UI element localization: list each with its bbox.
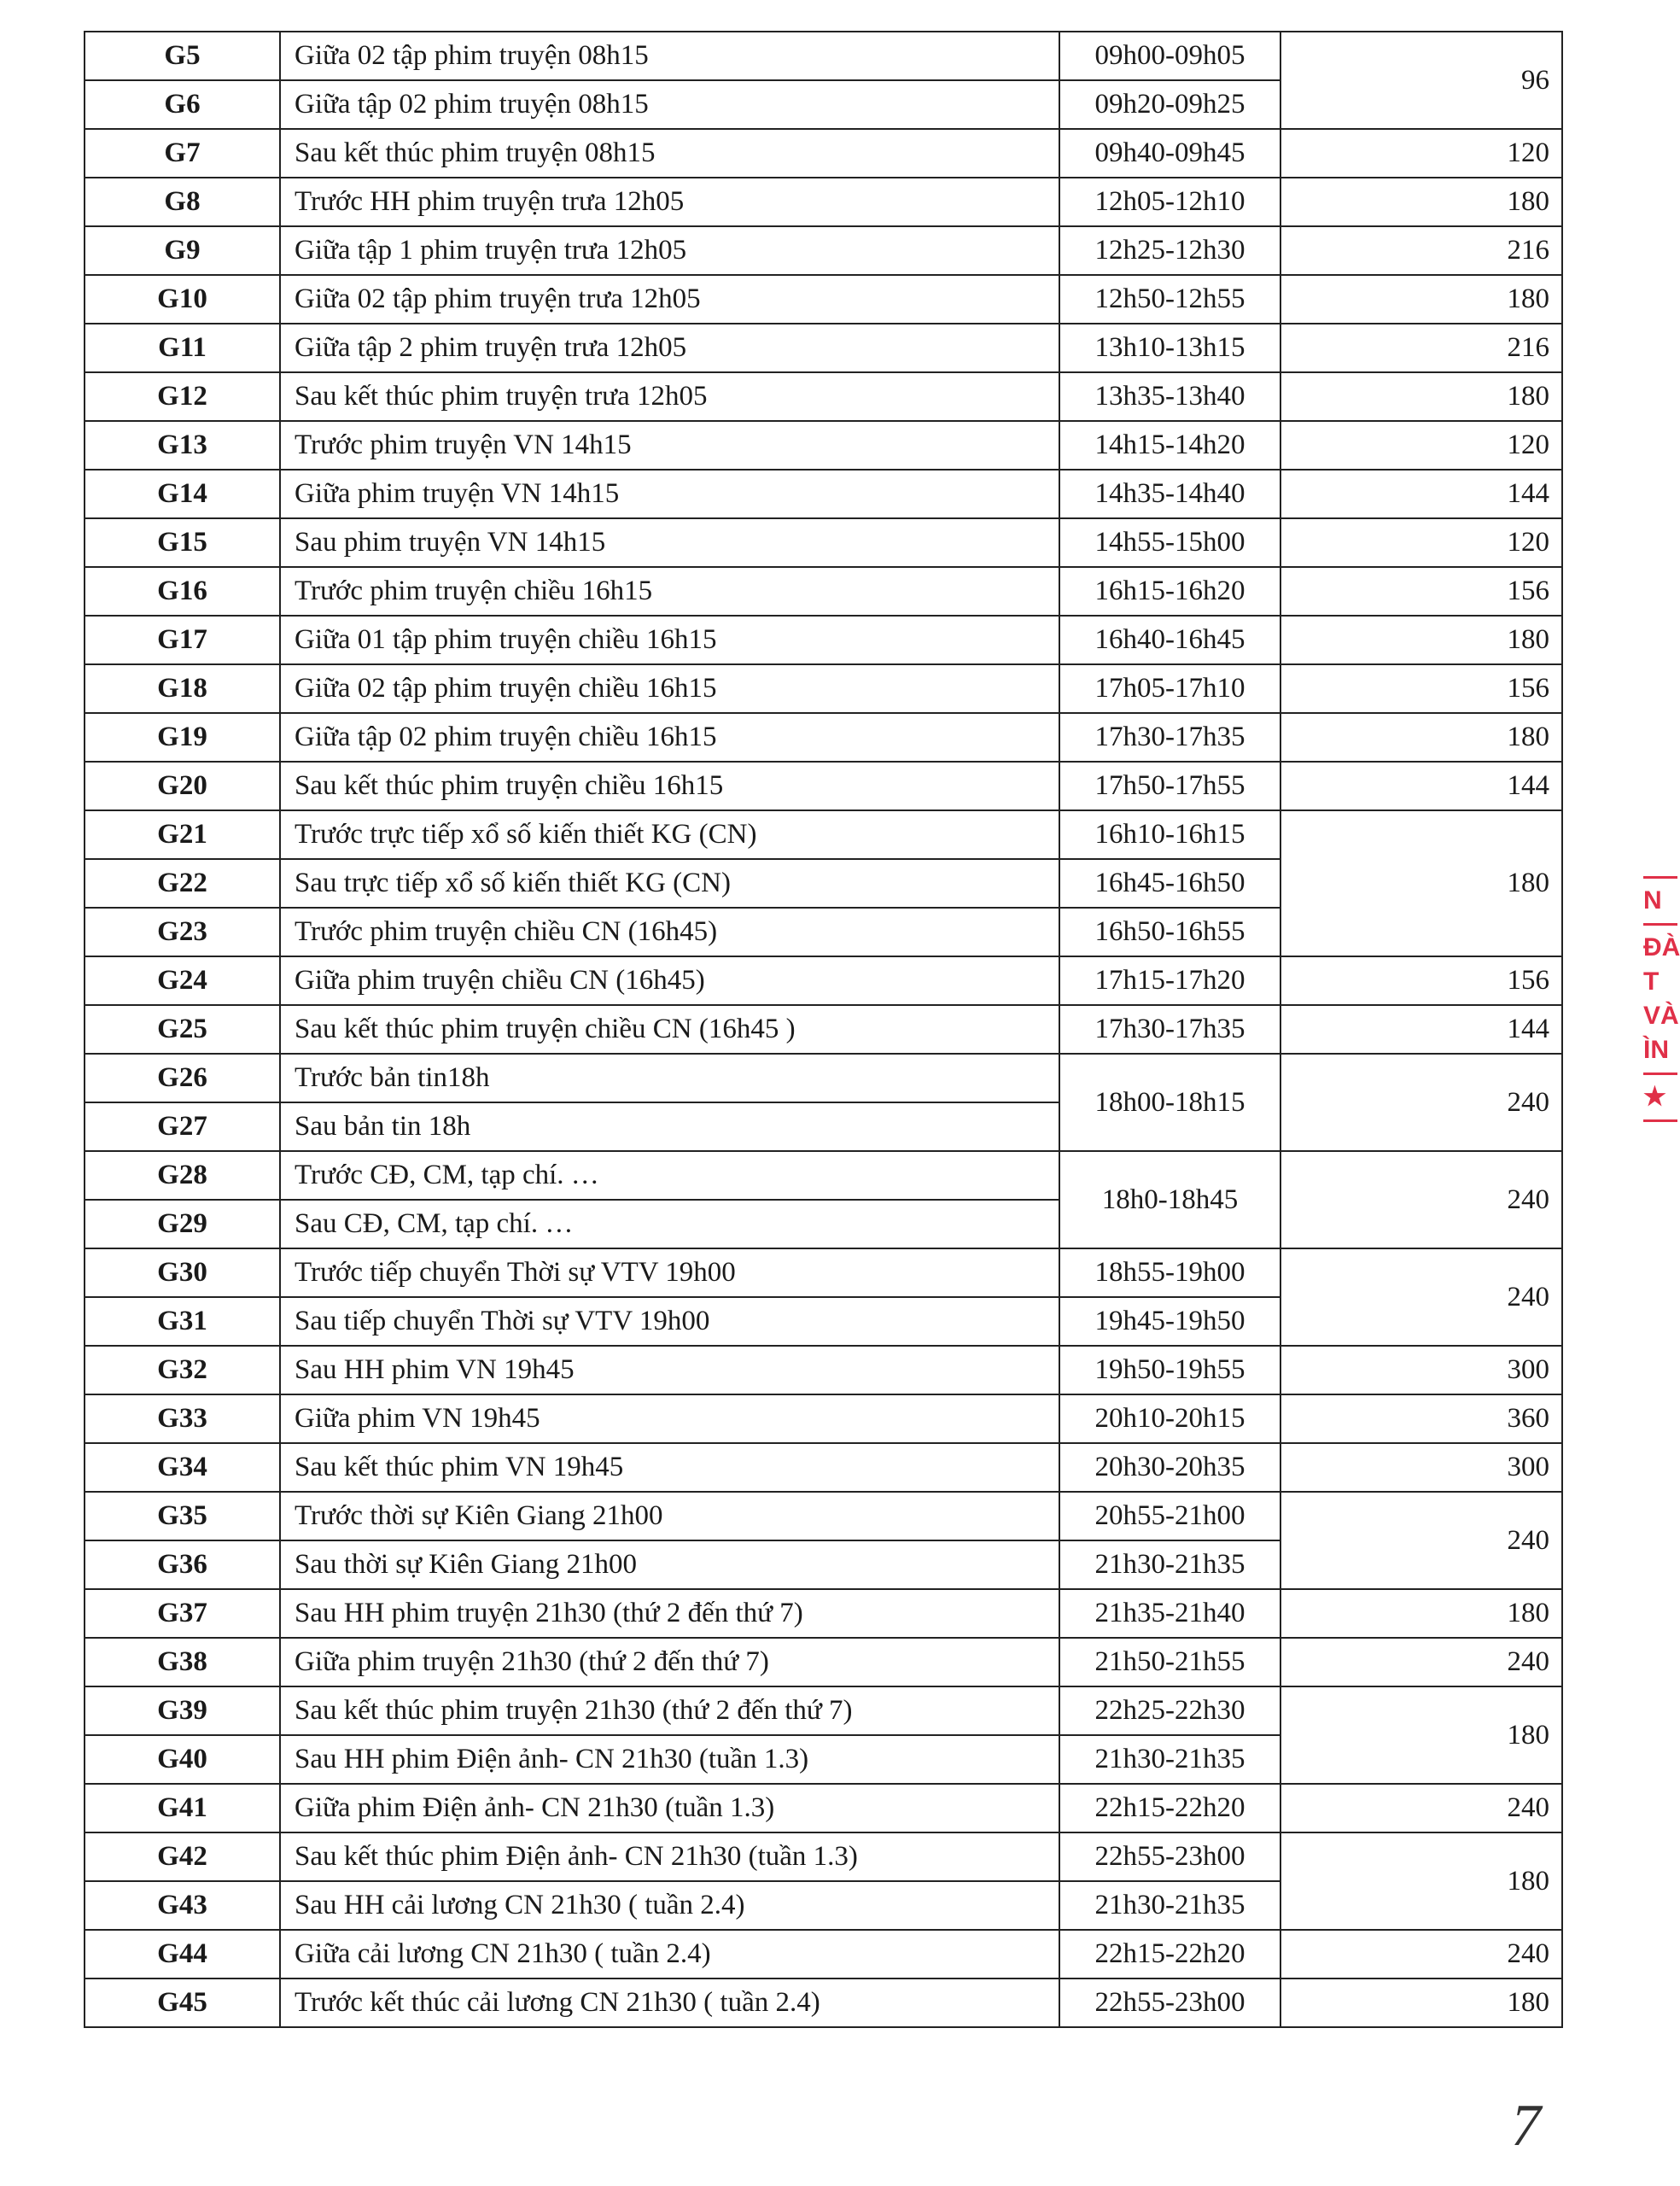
slot-description-cell: Sau trực tiếp xổ số kiến thiết KG (CN): [280, 859, 1059, 908]
price-cell: 240: [1280, 1151, 1562, 1248]
slot-description-cell: Sau kết thúc phim truyện chiều CN (16h45 ): [280, 1005, 1059, 1054]
price-cell: 120: [1280, 129, 1562, 178]
time-range-cell: 21h30-21h35: [1059, 1540, 1280, 1589]
price-cell: 180: [1280, 1686, 1562, 1784]
slot-description-cell: Sau kết thúc phim Điện ảnh- CN 21h30 (tuần 1.3): [280, 1832, 1059, 1881]
price-cell: 156: [1280, 567, 1562, 616]
price-cell: 180: [1280, 810, 1562, 956]
slot-description-cell: Sau kết thúc phim truyện chiều 16h15: [280, 762, 1059, 810]
slot-code-cell: G35: [85, 1492, 280, 1540]
time-range-cell: 17h05-17h10: [1059, 664, 1280, 713]
slot-code-cell: G30: [85, 1248, 280, 1297]
slot-code-cell: G27: [85, 1102, 280, 1151]
time-range-cell: 16h15-16h20: [1059, 567, 1280, 616]
table-row: [85, 1638, 1562, 1686]
table-row: [85, 567, 1562, 616]
slot-description-cell: Giữa 01 tập phim truyện chiều 16h15: [280, 616, 1059, 664]
slot-description-cell: Giữa phim truyện chiều CN (16h45): [280, 956, 1059, 1005]
time-range-cell: 18h00-18h15: [1059, 1054, 1280, 1151]
time-range-cell: 16h45-16h50: [1059, 859, 1280, 908]
slot-code-cell: G22: [85, 859, 280, 908]
table-row: [85, 616, 1562, 664]
price-cell: 180: [1280, 1979, 1562, 2027]
price-cell: 156: [1280, 664, 1562, 713]
slot-code-cell: G11: [85, 324, 280, 372]
time-range-cell: 09h20-09h25: [1059, 80, 1280, 129]
slot-description-cell: Sau tiếp chuyển Thời sự VTV 19h00: [280, 1297, 1059, 1346]
time-range-cell: 22h55-23h00: [1059, 1979, 1280, 2027]
slot-code-cell: G16: [85, 567, 280, 616]
slot-description-cell: Sau CĐ, CM, tạp chí. …: [280, 1200, 1059, 1248]
slot-code-cell: G45: [85, 1979, 280, 2027]
slot-description-cell: Trước CĐ, CM, tạp chí. …: [280, 1151, 1059, 1200]
slot-description-cell: Sau HH phim VN 19h45: [280, 1346, 1059, 1394]
slot-code-cell: G29: [85, 1200, 280, 1248]
time-range-cell: 22h25-22h30: [1059, 1686, 1280, 1735]
red-stamp: N ĐÀ T VÀ ÌN ★: [1643, 871, 1680, 1127]
slot-description-cell: Trước tiếp chuyển Thời sự VTV 19h00: [280, 1248, 1059, 1297]
price-cell: 144: [1280, 1005, 1562, 1054]
slot-code-cell: G36: [85, 1540, 280, 1589]
price-cell: 240: [1280, 1638, 1562, 1686]
slot-description-cell: Trước kết thúc cải lương CN 21h30 ( tuần 2.4): [280, 1979, 1059, 2027]
price-cell: 240: [1280, 1784, 1562, 1832]
table-row: [85, 518, 1562, 567]
slot-code-cell: G26: [85, 1054, 280, 1102]
slot-description-cell: Giữa phim VN 19h45: [280, 1394, 1059, 1443]
table-body: [85, 32, 1562, 2027]
slot-description-cell: Sau thời sự Kiên Giang 21h00: [280, 1540, 1059, 1589]
price-cell: 240: [1280, 1930, 1562, 1979]
price-cell: 180: [1280, 1589, 1562, 1638]
slot-code-cell: G12: [85, 372, 280, 421]
time-range-cell: 20h10-20h15: [1059, 1394, 1280, 1443]
table-row: [85, 762, 1562, 810]
table-row: [85, 810, 1562, 859]
schedule-price-table: [84, 31, 1563, 2028]
time-range-cell: 12h50-12h55: [1059, 275, 1280, 324]
slot-code-cell: G6: [85, 80, 280, 129]
table-row: [85, 1589, 1562, 1638]
price-cell: 360: [1280, 1394, 1562, 1443]
stamp-fragment: N: [1643, 886, 1662, 915]
slot-code-cell: G37: [85, 1589, 280, 1638]
slot-code-cell: G19: [85, 713, 280, 762]
slot-description-cell: Giữa tập 02 phim truyện chiều 16h15: [280, 713, 1059, 762]
slot-code-cell: G23: [85, 908, 280, 956]
slot-description-cell: Giữa phim truyện VN 14h15: [280, 470, 1059, 518]
price-cell: 120: [1280, 518, 1562, 567]
price-cell: 300: [1280, 1346, 1562, 1394]
price-cell: 180: [1280, 1832, 1562, 1930]
table-row: [85, 1054, 1562, 1102]
slot-code-cell: G38: [85, 1638, 280, 1686]
slot-code-cell: G13: [85, 421, 280, 470]
time-range-cell: 17h30-17h35: [1059, 1005, 1280, 1054]
slot-code-cell: G44: [85, 1930, 280, 1979]
table-row: [85, 1443, 1562, 1492]
slot-description-cell: Sau kết thúc phim truyện 08h15: [280, 129, 1059, 178]
time-range-cell: 20h55-21h00: [1059, 1492, 1280, 1540]
price-cell: 144: [1280, 470, 1562, 518]
slot-code-cell: G20: [85, 762, 280, 810]
slot-description-cell: Sau HH phim truyện 21h30 (thứ 2 đến thứ 7): [280, 1589, 1059, 1638]
table-row: [85, 664, 1562, 713]
time-range-cell: 13h10-13h15: [1059, 324, 1280, 372]
slot-code-cell: G34: [85, 1443, 280, 1492]
slot-code-cell: G42: [85, 1832, 280, 1881]
slot-description-cell: Giữa tập 02 phim truyện 08h15: [280, 80, 1059, 129]
table-row: [85, 1784, 1562, 1832]
slot-description-cell: Sau HH cải lương CN 21h30 ( tuần 2.4): [280, 1881, 1059, 1930]
price-cell: 216: [1280, 324, 1562, 372]
table-row: [85, 1686, 1562, 1735]
slot-code-cell: G9: [85, 226, 280, 275]
price-cell: 300: [1280, 1443, 1562, 1492]
price-cell: 216: [1280, 226, 1562, 275]
table-row: [85, 956, 1562, 1005]
price-cell: 96: [1280, 32, 1562, 129]
slot-code-cell: G41: [85, 1784, 280, 1832]
table-row: [85, 372, 1562, 421]
table-row: [85, 275, 1562, 324]
slot-code-cell: G32: [85, 1346, 280, 1394]
table-row: [85, 226, 1562, 275]
time-range-cell: 17h50-17h55: [1059, 762, 1280, 810]
table-row: [85, 470, 1562, 518]
time-range-cell: 12h05-12h10: [1059, 178, 1280, 226]
table-row: [85, 32, 1562, 80]
handwritten-page-number: 7: [1511, 2093, 1541, 2159]
slot-code-cell: G25: [85, 1005, 280, 1054]
slot-code-cell: G21: [85, 810, 280, 859]
time-range-cell: 22h15-22h20: [1059, 1784, 1280, 1832]
slot-description-cell: Sau HH phim Điện ảnh- CN 21h30 (tuần 1.3): [280, 1735, 1059, 1784]
slot-description-cell: Sau kết thúc phim truyện 21h30 (thứ 2 đến thứ 7): [280, 1686, 1059, 1735]
price-cell: 120: [1280, 421, 1562, 470]
time-range-cell: 18h55-19h00: [1059, 1248, 1280, 1297]
slot-code-cell: G7: [85, 129, 280, 178]
time-range-cell: 16h50-16h55: [1059, 908, 1280, 956]
slot-description-cell: Trước trực tiếp xổ số kiến thiết KG (CN): [280, 810, 1059, 859]
time-range-cell: 21h50-21h55: [1059, 1638, 1280, 1686]
slot-code-cell: G24: [85, 956, 280, 1005]
slot-code-cell: G15: [85, 518, 280, 567]
price-cell: 156: [1280, 956, 1562, 1005]
table-row: [85, 1930, 1562, 1979]
table-row: [85, 1832, 1562, 1881]
table-row: [85, 178, 1562, 226]
table-row: [85, 1979, 1562, 2027]
slot-code-cell: G18: [85, 664, 280, 713]
slot-code-cell: G40: [85, 1735, 280, 1784]
slot-code-cell: G10: [85, 275, 280, 324]
slot-code-cell: G33: [85, 1394, 280, 1443]
slot-code-cell: G8: [85, 178, 280, 226]
time-range-cell: 21h35-21h40: [1059, 1589, 1280, 1638]
price-cell: 180: [1280, 616, 1562, 664]
slot-code-cell: G14: [85, 470, 280, 518]
slot-description-cell: Sau kết thúc phim truyện trưa 12h05: [280, 372, 1059, 421]
time-range-cell: 22h55-23h00: [1059, 1832, 1280, 1881]
table-row: [85, 1151, 1562, 1200]
price-cell: 240: [1280, 1248, 1562, 1346]
table-row: [85, 129, 1562, 178]
slot-code-cell: G5: [85, 32, 280, 80]
time-range-cell: 17h30-17h35: [1059, 713, 1280, 762]
time-range-cell: 16h40-16h45: [1059, 616, 1280, 664]
price-cell: 144: [1280, 762, 1562, 810]
table-row: [85, 1346, 1562, 1394]
slot-description-cell: Trước thời sự Kiên Giang 21h00: [280, 1492, 1059, 1540]
time-range-cell: 12h25-12h30: [1059, 226, 1280, 275]
slot-description-cell: Trước phim truyện chiều CN (16h45): [280, 908, 1059, 956]
table-row: [85, 1492, 1562, 1540]
time-range-cell: 20h30-20h35: [1059, 1443, 1280, 1492]
price-cell: 180: [1280, 275, 1562, 324]
slot-code-cell: G17: [85, 616, 280, 664]
time-range-cell: 14h55-15h00: [1059, 518, 1280, 567]
slot-description-cell: Giữa 02 tập phim truyện chiều 16h15: [280, 664, 1059, 713]
price-cell: 240: [1280, 1492, 1562, 1589]
time-range-cell: 09h40-09h45: [1059, 129, 1280, 178]
time-range-cell: 14h35-14h40: [1059, 470, 1280, 518]
price-cell: 180: [1280, 713, 1562, 762]
table-row: [85, 421, 1562, 470]
time-range-cell: 18h0-18h45: [1059, 1151, 1280, 1248]
slot-description-cell: Giữa tập 1 phim truyện trưa 12h05: [280, 226, 1059, 275]
slot-code-cell: G31: [85, 1297, 280, 1346]
slot-description-cell: Trước phim truyện VN 14h15: [280, 421, 1059, 470]
time-range-cell: 17h15-17h20: [1059, 956, 1280, 1005]
slot-description-cell: Sau kết thúc phim VN 19h45: [280, 1443, 1059, 1492]
time-range-cell: 19h45-19h50: [1059, 1297, 1280, 1346]
slot-code-cell: G43: [85, 1881, 280, 1930]
slot-description-cell: Giữa phim Điện ảnh- CN 21h30 (tuần 1.3): [280, 1784, 1059, 1832]
table-row: [85, 1394, 1562, 1443]
time-range-cell: 14h15-14h20: [1059, 421, 1280, 470]
slot-description-cell: Giữa cải lương CN 21h30 ( tuần 2.4): [280, 1930, 1059, 1979]
time-range-cell: 16h10-16h15: [1059, 810, 1280, 859]
slot-description-cell: Giữa 02 tập phim truyện trưa 12h05: [280, 275, 1059, 324]
slot-code-cell: G28: [85, 1151, 280, 1200]
slot-description-cell: Giữa 02 tập phim truyện 08h15: [280, 32, 1059, 80]
time-range-cell: 21h30-21h35: [1059, 1881, 1280, 1930]
slot-description-cell: Trước bản tin18h: [280, 1054, 1059, 1102]
slot-description-cell: Trước phim truyện chiều 16h15: [280, 567, 1059, 616]
table-row: [85, 1005, 1562, 1054]
slot-code-cell: G39: [85, 1686, 280, 1735]
slot-description-cell: Sau bản tin 18h: [280, 1102, 1059, 1151]
table-row: [85, 324, 1562, 372]
slot-description-cell: Sau phim truyện VN 14h15: [280, 518, 1059, 567]
slot-description-cell: Giữa phim truyện 21h30 (thứ 2 đến thứ 7): [280, 1638, 1059, 1686]
time-range-cell: 21h30-21h35: [1059, 1735, 1280, 1784]
table-row: [85, 1248, 1562, 1297]
time-range-cell: 13h35-13h40: [1059, 372, 1280, 421]
time-range-cell: 09h00-09h05: [1059, 32, 1280, 80]
slot-description-cell: Giữa tập 2 phim truyện trưa 12h05: [280, 324, 1059, 372]
price-cell: 180: [1280, 372, 1562, 421]
slot-description-cell: Trước HH phim truyện trưa 12h05: [280, 178, 1059, 226]
time-range-cell: 22h15-22h20: [1059, 1930, 1280, 1979]
table-row: [85, 713, 1562, 762]
price-cell: 240: [1280, 1054, 1562, 1151]
time-range-cell: 19h50-19h55: [1059, 1346, 1280, 1394]
price-cell: 180: [1280, 178, 1562, 226]
